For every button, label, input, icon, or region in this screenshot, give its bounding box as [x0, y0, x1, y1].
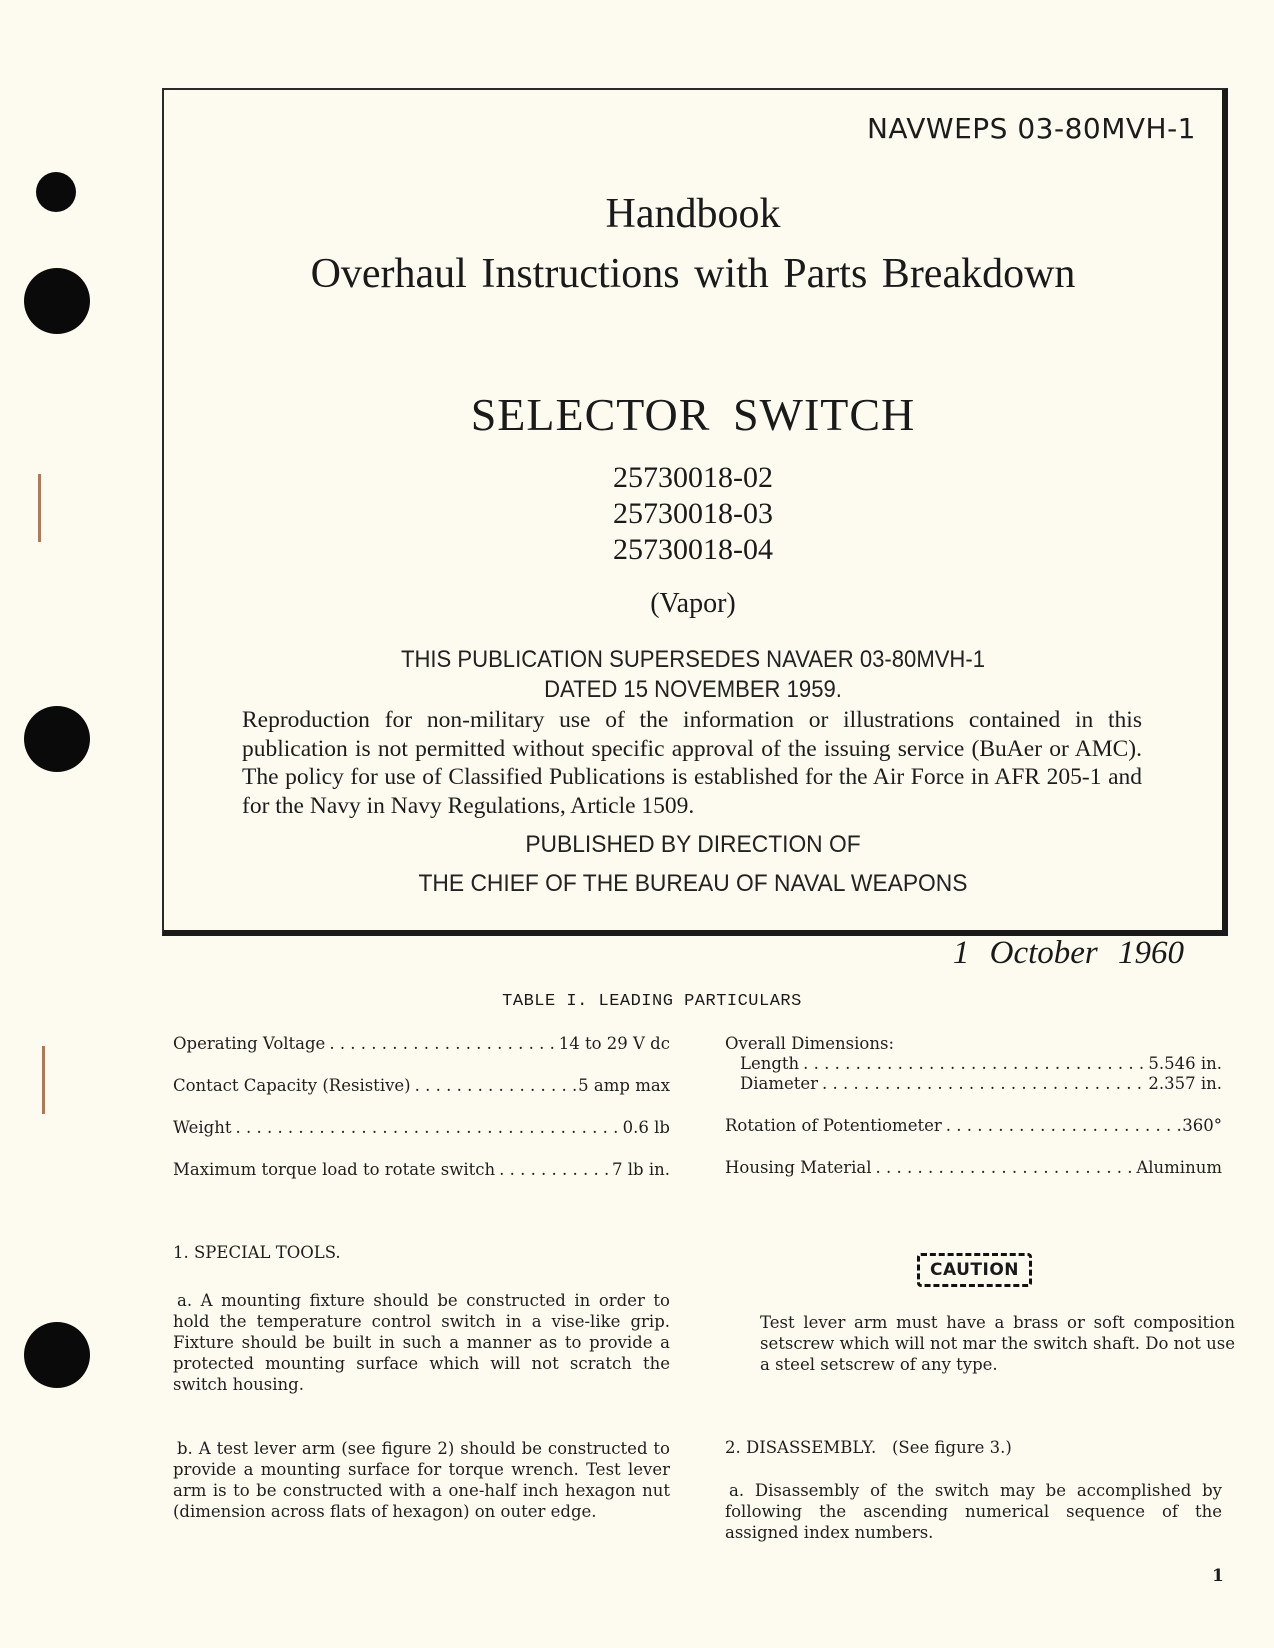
spec-label: Diameter — [740, 1074, 819, 1093]
leader-dots — [495, 1160, 612, 1180]
supersedes-line: THIS PUBLICATION SUPERSEDES NAVAER 03-80MVH-1 — [400, 646, 986, 673]
published-by — [190, 825, 1195, 903]
specs-left-column — [173, 1034, 670, 1180]
spec-row — [173, 1160, 670, 1180]
supersedes-line: DATED 15 NOVEMBER 1959. — [544, 676, 842, 703]
cover-box — [162, 88, 1228, 936]
binder-hole — [24, 706, 90, 772]
spec-row — [173, 1034, 670, 1054]
published-line: PUBLISHED BY DIRECTION OF — [525, 831, 861, 858]
paragraph-disassembly-a: a. Disassembly of the switch may be accomplished by following the ascending numerical sequence of the assigned index numbers. — [725, 1481, 1222, 1542]
reproduction-notice: Reproduction for non-military use of the information or illustrations contained in this publication is not permitted without specific approval of the issuing service (BuAer or AMC). The policy for use of Classified Publications is established for the Air Force in AFR 205-1 and for the Navy in Navy Regulations, Article 1509. — [242, 707, 1142, 819]
spec-label: Weight — [173, 1118, 232, 1137]
spec-value: 2.357 in. — [1148, 1074, 1222, 1093]
leader-dots — [411, 1076, 579, 1096]
variant-label: (Vapor) — [650, 588, 736, 619]
caution-badge: CAUTION — [917, 1253, 1032, 1287]
spec-label: Housing Material — [725, 1158, 872, 1177]
spec-value: 7 lb in. — [612, 1160, 670, 1179]
paragraph-special-tools-b: b. A test lever arm (see figure 2) should be constructed to provide a mounting surface for torque wrench. Test lever arm is to be constructed with a one-half inch hexagon nut (dimension across flats of hexagon) on outer edge. — [173, 1439, 670, 1521]
spec-value: 360° — [1182, 1116, 1222, 1135]
table-title: TABLE I. LEADING PARTICULARS — [502, 992, 802, 1011]
spec-value: Aluminum — [1136, 1158, 1222, 1177]
spec-row — [725, 1074, 1222, 1094]
spec-label: Overall Dimensions: — [725, 1034, 895, 1053]
spec-label: Maximum torque load to rotate switch — [173, 1160, 496, 1179]
binder-hole — [24, 1322, 90, 1388]
part-number-list — [164, 460, 1222, 568]
binder-hole — [24, 268, 90, 334]
spec-heading — [725, 1034, 1222, 1054]
issue-date: 1 October 1960 — [952, 935, 1184, 971]
spec-label: Rotation of Potentiometer — [725, 1116, 942, 1135]
spec-label: Contact Capacity (Resistive) — [173, 1076, 411, 1095]
spec-row — [173, 1076, 670, 1096]
spec-label: Length — [740, 1054, 800, 1073]
part-number: 25730018-03 — [613, 497, 773, 530]
part-number: 25730018-02 — [613, 461, 773, 494]
spec-value: 0.6 lb — [622, 1118, 670, 1137]
spec-value: 5 amp max — [578, 1076, 670, 1095]
document-number: NAVWEPS 03-80MVH-1 — [866, 112, 1196, 145]
leader-dots — [799, 1054, 1148, 1074]
handbook-label: Handbook — [605, 191, 781, 237]
leader-dots — [325, 1034, 558, 1054]
leader-dots — [872, 1158, 1137, 1178]
page-title: SELECTOR SWITCH — [470, 389, 916, 440]
spec-row — [173, 1118, 670, 1138]
part-number: 25730018-04 — [613, 533, 773, 566]
spec-value: 14 to 29 V dc — [558, 1034, 670, 1053]
paragraph-special-tools-a: a. A mounting fixture should be constructed in order to hold the temperature control switch in a vise-like grip. Fixture should be built in such a manner as to provide a protected mounting surface which will not scratch the switch housing. — [173, 1291, 670, 1394]
binder-hole — [36, 172, 76, 212]
specs-right-column — [725, 1034, 1222, 1178]
section-heading-disassembly: 2. DISASSEMBLY. (See figure 3.) — [725, 1438, 1012, 1457]
leader-dots — [818, 1074, 1148, 1094]
spec-label: Operating Voltage — [173, 1034, 326, 1053]
leader-dots — [942, 1116, 1183, 1136]
spec-row — [725, 1054, 1222, 1074]
spec-row — [725, 1158, 1222, 1178]
published-line: THE CHIEF OF THE BUREAU OF NAVAL WEAPONS — [418, 870, 968, 897]
supersedes-notice — [206, 645, 1179, 705]
spec-row — [725, 1116, 1222, 1136]
rust-stain — [42, 1046, 45, 1114]
document-subtitle: Overhaul Instructions with Parts Breakdown — [310, 251, 1076, 297]
spec-value: 5.546 in. — [1148, 1054, 1222, 1073]
section-heading-special-tools: 1. SPECIAL TOOLS. — [173, 1243, 341, 1262]
page-number: 1 — [1212, 1566, 1224, 1586]
caution-text: Test lever arm must have a brass or soft composition setscrew which will not mar the switch shaft. Do not use a steel setscrew of any type. — [760, 1313, 1235, 1374]
leader-dots — [231, 1118, 622, 1138]
rust-stain — [38, 474, 41, 542]
